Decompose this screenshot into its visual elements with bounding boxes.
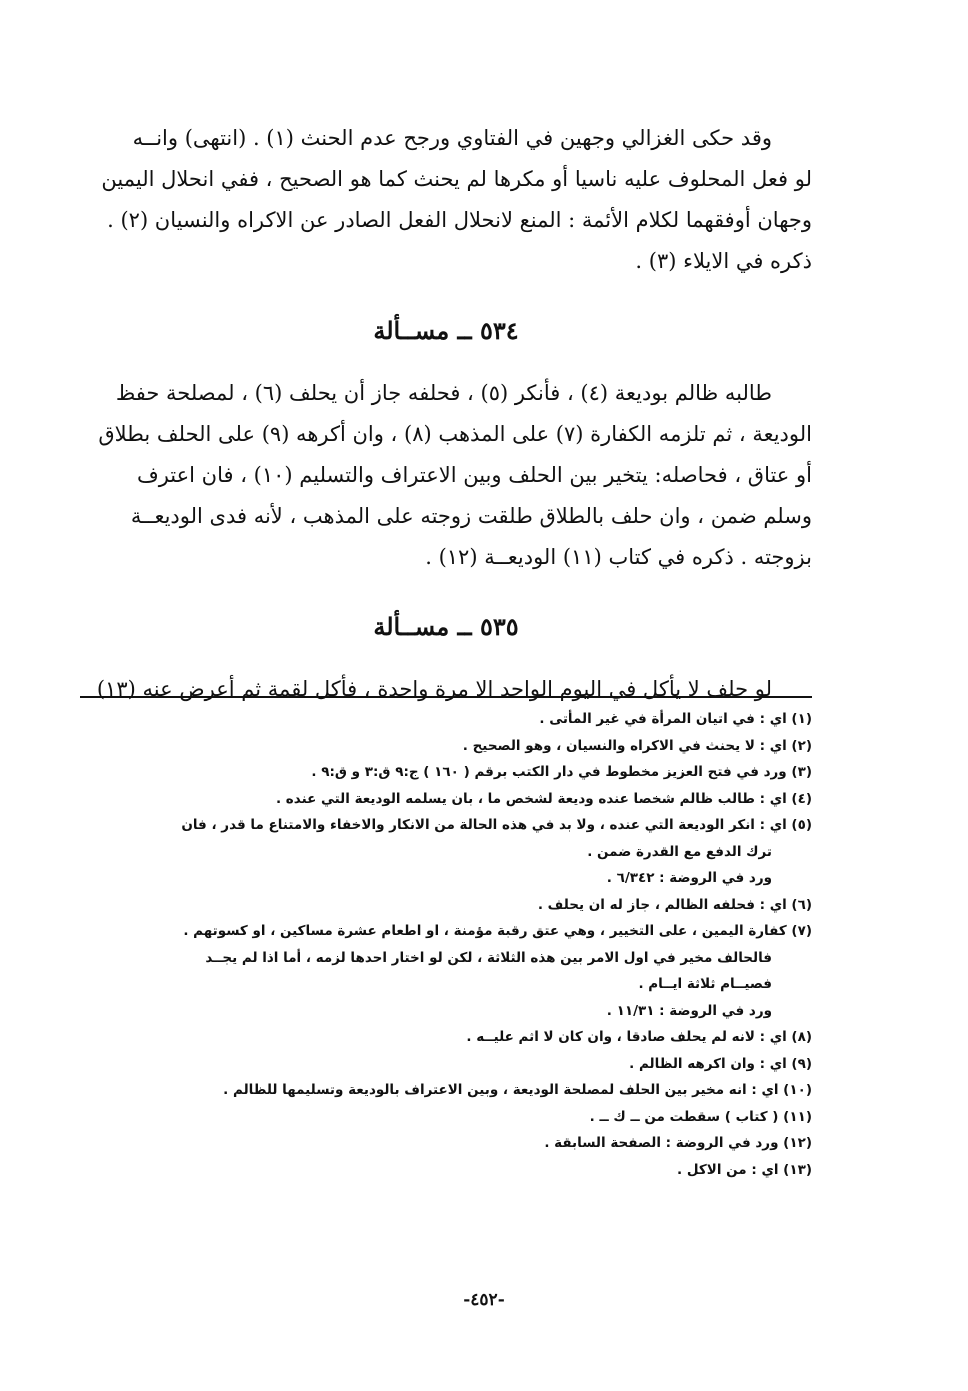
text-line: ذكره في الايلاء (٣) . xyxy=(635,249,812,273)
footnote-7-continuation: فصيــام ثلاثة ايــام . xyxy=(638,976,772,992)
footnote-8: (٨) اي : لانه لم يحلف صادقا ، وان كان لا اثم عليــه . xyxy=(466,1029,812,1045)
footnote-3: (٣) ورد في فتح العزيز مخطوط في دار الكتب برقم ( ١٦٠ ) ج:٩ ق:٣ و ق:٩ . xyxy=(311,764,812,780)
section-heading-534: ٥٣٤ ــ مســألة xyxy=(373,316,519,345)
text-line: طالبه ظالم بوديعة (٤) ، فأنكر (٥) ، فحلفه جاز أن يحلف (٦) ، لمصلحة حفظ xyxy=(115,381,772,405)
text-line: وجهان أوفقهما لكلام الأئمة : المنع لانحلال الفعل الصادر عن الاكراه والنسيان (٢) . xyxy=(107,208,812,232)
footnote-11: (١١) ( كتاب ) سقطت من ــ ك ــ . xyxy=(589,1108,812,1125)
paragraph-1 xyxy=(80,118,812,282)
footnote-4: (٤) اي : طالب ظالم شخصا عنده وديعة لشخص ما ، بان يسلمه الوديعة التي عنده . xyxy=(275,790,812,807)
footnote-6: (٦) اي : فحلفه الظالم ، جاز له ان يحلف . xyxy=(537,896,812,913)
section-heading-535: ٥٣٥ ــ مســألة xyxy=(373,612,519,641)
footnote-2: (٢) اي : لا يحنث في الاكراه والنسيان ، وهو الصحيح . xyxy=(462,737,812,754)
text-line: وسلم ضمن ، وان حلف بالطلاق طلقت زوجته على المذهب ، لأنه فدى الوديعــة xyxy=(130,504,812,528)
main-text xyxy=(80,118,812,710)
text-line: بزوجته . ذكره في كتاب (١١) الوديعــة (١٢) . xyxy=(425,545,812,569)
footnote-5-source: ورد في الروضة : ٦/٣٤٢ . xyxy=(606,870,772,886)
paragraph-3 xyxy=(80,669,812,710)
footnote-divider xyxy=(80,696,812,698)
text-line: الوديعة ، ثم تلزمه الكفارة (٧) على المذهب (٨) ، وان أكرهه (٩) على الحلف بطلاق xyxy=(98,422,812,446)
text-line: أو عتاق ، فحاصله: يتخير بين الحلف وبين الاعتراف والتسليم (١٠) ، فان اعترف xyxy=(136,463,812,487)
paragraph-2 xyxy=(80,373,812,578)
text-line: لو حلف لا يأكل في اليوم الواحد الا مرة واحدة ، فأكل لقمة ثم أعرض عنه (١٣) xyxy=(96,677,772,701)
footnote-1: (١) اي : في اتيان المرأة في غير المأتى . xyxy=(539,711,812,727)
footnote-10: (١٠) اي : انه مخير بين الحلف لمصلحة الوديعة ، وبين الاعتراف بالوديعة وتسليمها للظالم . xyxy=(223,1082,812,1098)
footnote-5: (٥) اي : انكر الوديعة التي عنده ، ولا بد في هذه الحالة من الانكار والاخفاء والامتناع ما قدر ، فان xyxy=(181,817,812,833)
footnotes xyxy=(80,706,812,1183)
footnote-9: (٩) اي : وان اكرهه الظالم . xyxy=(629,1055,812,1072)
footnote-7-source: ورد في الروضة : ١١/٣١ . xyxy=(606,1002,772,1019)
footnote-12: (١٢) ورد في الروضة : الصفحة السابقة . xyxy=(544,1135,812,1151)
text-line: لو فعل المحلوف عليه ناسيا أو مكرها لم يحنث كما هو الصحيح ، ففي انحلال اليمين xyxy=(101,167,812,191)
footnote-7: (٧) كفارة اليمين ، على التخيير ، وهي عتق رقبة مؤمنة ، او اطعام عشرة مساكين ، او كسوتهم . xyxy=(183,923,812,939)
text-line: وقد حكى الغزالي وجهين في الفتاوي ورجح عدم الحنث (١) . (انتهى) وانــه xyxy=(132,126,772,150)
footnote-13: (١٣) اي : من الاكل . xyxy=(677,1161,812,1178)
page-number: -٤٥٢- xyxy=(463,1290,505,1310)
footnote-5-continuation: ترك الدفع مع القدرة ضمن . xyxy=(587,843,772,860)
footnote-7-continuation: فالحالف مخير في اول الامر بين هذه الثلاثة ، لكن لو اختار احدها لزمه ، أما اذا لم يجــد xyxy=(205,949,772,966)
